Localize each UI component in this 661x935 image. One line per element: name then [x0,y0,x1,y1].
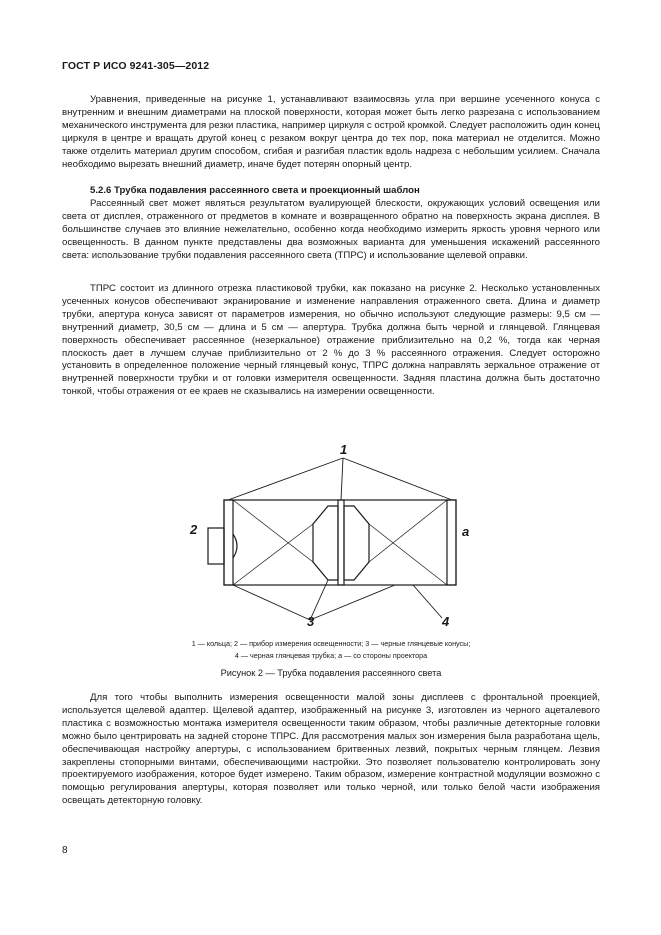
meter-box [208,528,224,564]
ring-center [338,500,344,585]
legend-line-2: 4 — черная глянцевая трубка; а — со стороны проектора [234,650,428,660]
paragraph-slit-adapter: Для того чтобы выполнить измерения освещенности малой зоны дисплеев с фронтальной проекцией, используется щелевой адаптер. Щелевой адаптер, изображенный на рисунке 3, изготовлен из черного ацеталевого пластика с возможностью монтажа измерителя освещенности таким образом, чтобы различные детекторные головки можно было центрировать на задней стороне ТПРС. Для рассмотрения малых зон измерения была разработана щель, обеспечивающая настройку апертуры, с использованием бритвенных лезвий, покрытых черным глянцем. Лезвия закреплены стопорными винтами, обеспечивающими настройки. Это позволяет пользователю контролировать зону проектируемого изображения, которое будет измерено. Таким образом, измерение контрастной модуляции возможно с помощью регулирования апертуры, которая позволяет или только черной, или только белой части изображения освещать детекторную головку. [62,692,600,807]
ring-right [447,500,456,585]
cone-left [313,506,338,580]
cone-right [344,506,369,580]
figure-legend [62,638,600,661]
figure-label-4: 4 [442,614,450,629]
figure-label-2: 2 [190,522,198,537]
meter-head [233,534,237,558]
figure-label-a: a [462,524,470,539]
section-title: 5.2.6 Трубка подавления рассеянного света и проекционный шаблон [90,185,420,196]
figure-label-1: 1 [340,442,348,457]
legend-line-1: 1 — кольца; 2 — прибор измерения освещенности; 3 — черные глянцевые конусы; [191,639,471,648]
paragraph-tube-description: ТПРС состоит из длинного отрезка пластиковой трубки, как показано на рисунке 2. Несколько установленных усеченных конусов обеспечивают экранирование и изменение направления отраженного света. Длина и диаметр трубки, апертура конуса зависят от параметров измерения, но обычно используют следующие размеры: 9,5 см — внутренний диаметр, 30,5 см — длина и 5 см — апертура. Трубка должна быть черной и глянцевой. Глянцевая поверхность обеспечивает рассеянное (незеркальное) отражение приблизительно на 0,2 %, тогда как черная плоскость дает в лучшем случае приблизительно от 2 % до 3 % рассеянного отражения. Следует осторожно установить в определенное положение черный глянцевый конус, ТПРС должна направлять зеркальное отражение от внутренней поверхности трубки и от головки измерителя освещенности. Задняя пластина должна быть достаточно тонкой, чтобы отражения от ее краев не сказывались на измерении освещенности. [62,283,600,398]
page-number: 8 [62,845,68,856]
figure-stray-light-tube [180,440,500,630]
figure-label-3: 3 [307,614,315,629]
paragraph-equations: Уравнения, приведенные на рисунке 1, устанавливают взаимосвязь угла при вершине усеченного конуса с внутренним и внешним диаметрами на плоской поверхности, которая может быть легко разрезана с использованием механического инструмента для резки пластика, например циркуля с острой кромкой. Следует расположить один конец циркуля в центре и вращать другой конец с резаком вокруг центра до тех пор, пока материал не отделится. Можно также отделить материал другим способом, сгибая и разгибая пластик вдоль надреза с небольшим усилием. Сначала необходимо вырезать внешний диаметр, иначе будет потерян опорный центр. [62,94,600,170]
figure-caption: Рисунок 2 — Трубка подавления рассеянного света [220,668,442,678]
paragraph-stray-light: Рассеянный свет может являться результатом вуалирующей блескости, окружающих условий освещения или света от дисплея, отраженного от предметов в комнате и возвращенного обратно на поверхность экрана дисплея. В большинстве случаев это влияние нежелательно, особенно когда необходимо измерить яркость уровня черного или освещенность. В данном пункте представлены два возможных варианта для уменьшения искажений рассеянного света: использование трубки подавления рассеянного света (ТПРС) и использование щелевой оправки. [62,198,600,261]
ring-left [224,500,233,585]
document-header: ГОСТ Р ИСО 9241-305—2012 [62,60,210,72]
tube-body [224,500,456,585]
